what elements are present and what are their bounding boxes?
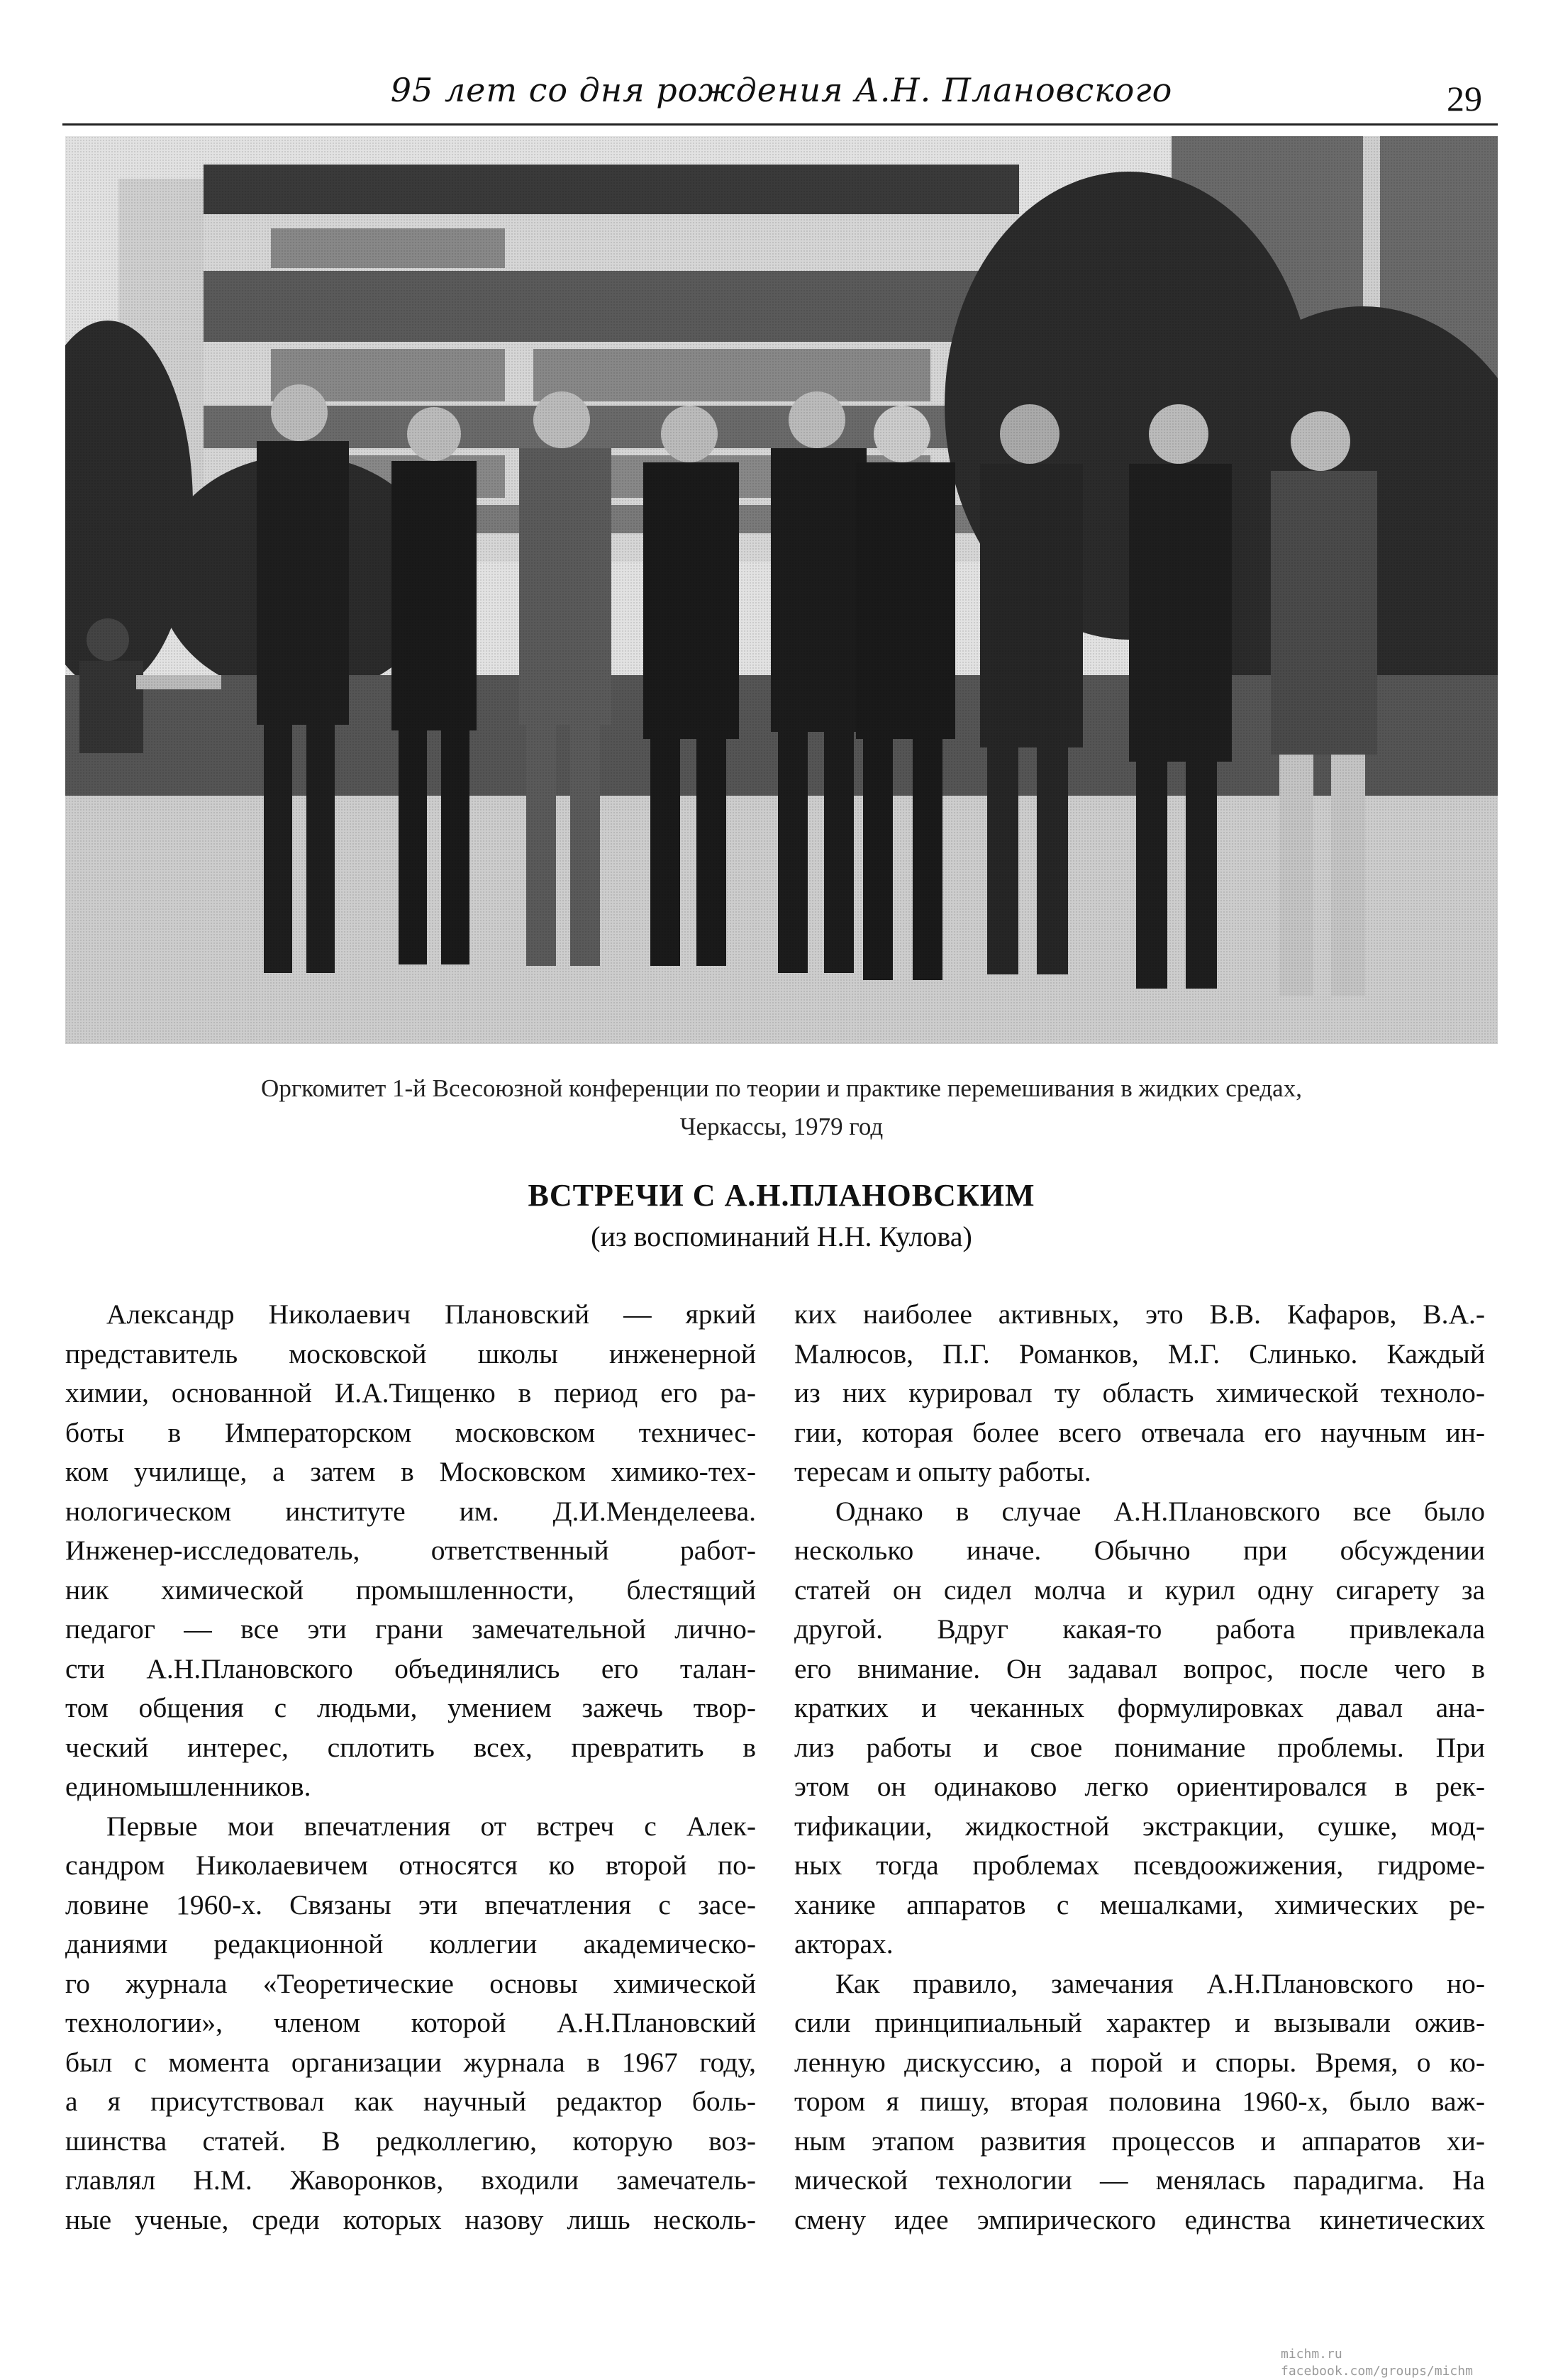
text-line: единомышленников. [65, 1771, 311, 1802]
text-line: сандром Николаевичем относятся ко второй по- [65, 1850, 756, 1881]
text-line: ным этапом развития процессов и аппаратов хи- [794, 2125, 1485, 2157]
watermark-group: facebook.com/groups/michm [1281, 2364, 1473, 2379]
text-line: сти А.Н.Плановского объединялись его талан- [65, 1652, 756, 1684]
watermark [1281, 2346, 1473, 2380]
text-line: сили принципиальный характер и вызывали ожив- [794, 2007, 1485, 2038]
text-line: даниями редакционной коллегии академическо- [65, 1928, 756, 1959]
text-line: Однако в случае А.Н.Плановского все было [835, 1495, 1485, 1527]
text-line: ник химической промышленности, блестящий [65, 1574, 756, 1606]
text-line: акторах. [794, 1928, 894, 1959]
watermark-site: michm.ru [1281, 2347, 1342, 2362]
text-line: другой. Вдруг какая-то работа привлекала [794, 1613, 1485, 1645]
text-line: ханике аппаратов с мешалками, химических ре- [794, 1889, 1485, 1920]
text-line: ловине 1960-х. Связаны эти впечатления с засе- [65, 1889, 756, 1920]
text-line: его внимание. Он задавал вопрос, после чего в [794, 1652, 1485, 1684]
text-line: Как правило, замечания А.Н.Плановского но- [835, 1967, 1485, 1999]
group-photo [65, 136, 1498, 1044]
text-line: тификации, жидкостной экстракции, сушке, мод- [794, 1810, 1485, 1842]
text-line: том общения с людьми, умением зажечь твор- [65, 1692, 756, 1723]
text-line: го журнала «Теоретические основы химической [65, 1967, 756, 1999]
text-line: этом он одинаково легко ориентировался в рек- [794, 1771, 1485, 1802]
running-head-title: 95 лет со дня рождения А.Н. Плановского [390, 71, 1173, 109]
article-subtitle: (из воспоминаний Н.Н. Кулова) [591, 1220, 972, 1252]
text-line: а я присутствовал как научный редактор боль- [65, 2086, 756, 2117]
text-line: ких наиболее активных, это В.В. Кафаров, В.А.- [794, 1299, 1485, 1330]
text-line: химии, основанной И.А.Тищенко в период его ра- [65, 1377, 756, 1408]
page-number: 29 [1447, 79, 1482, 118]
text-line: технологии», членом которой А.Н.Плановский [65, 2007, 756, 2038]
right-column [794, 1295, 1485, 2240]
text-line: Александр Николаевич Плановский — яркий [106, 1299, 756, 1330]
text-line: шинства статей. В редколлегию, которую воз- [65, 2125, 756, 2157]
text-line: из них курировал ту область химической техноло- [794, 1377, 1485, 1408]
left-column [65, 1295, 756, 2240]
text-line: ческий интерес, сплотить всех, превратить в [65, 1731, 756, 1763]
text-line: Малюсов, П.Г. Романков, М.Г. Слинько. Каждый [794, 1338, 1485, 1369]
photo-caption [65, 1069, 1498, 1146]
text-line: представитель московской школы инженерной [65, 1338, 756, 1369]
text-line: кратких и чеканных формулировках давал ана- [794, 1692, 1485, 1723]
text-line: гии, которая более всего отвечала его научным ин- [794, 1416, 1485, 1448]
text-line: Первые мои впечатления от встреч с Алек- [106, 1810, 756, 1842]
text-line: боты в Императорском московском техничес- [65, 1416, 756, 1448]
text-line: Инженер-исследователь, ответственный работ- [65, 1535, 756, 1566]
text-line: был с момента организации журнала в 1967 году, [65, 2046, 756, 2078]
text-line: статей он сидел молча и курил одну сигарету за [794, 1574, 1485, 1606]
group-photo-illustration [65, 136, 1498, 1044]
text-line: ленную дискуссию, а порой и споры. Время, о ко- [794, 2046, 1485, 2078]
text-line: главлял Н.М. Жаворонков, входили замечатель- [65, 2164, 756, 2196]
text-line: тересам и опыту работы. [794, 1456, 1091, 1487]
text-line: нологическом институте им. Д.И.Менделеева. [65, 1495, 756, 1527]
article-title: ВСТРЕЧИ С А.Н.ПЛАНОВСКИМ [528, 1178, 1035, 1213]
header-rule [62, 123, 1498, 126]
text-line: ных тогда проблемах псевдоожижения, гидроме- [794, 1850, 1485, 1881]
text-line: мической технологии — менялась парадигма. На [794, 2164, 1485, 2196]
text-line: тором я пишу, вторая половина 1960-х, было важ- [794, 2086, 1485, 2117]
text-line: ком училище, а затем в Московском химико-тех- [65, 1456, 756, 1487]
text-line: лиз работы и свое понимание проблемы. При [794, 1731, 1485, 1763]
text-line: ные ученые, среди которых назову лишь несколь- [65, 2203, 756, 2235]
text-line: педагог — все эти грани замечательной лично- [65, 1613, 756, 1645]
caption-line-1: Оргкомитет 1-й Всесоюзной конференции по теории и практике перемешивания в жидких средах, [261, 1074, 1302, 1102]
text-line: несколько иначе. Обычно при обсуждении [794, 1535, 1485, 1566]
caption-line-2: Черкассы, 1979 год [679, 1113, 884, 1140]
text-line: смену идее эмпирического единства кинетических [794, 2203, 1485, 2235]
